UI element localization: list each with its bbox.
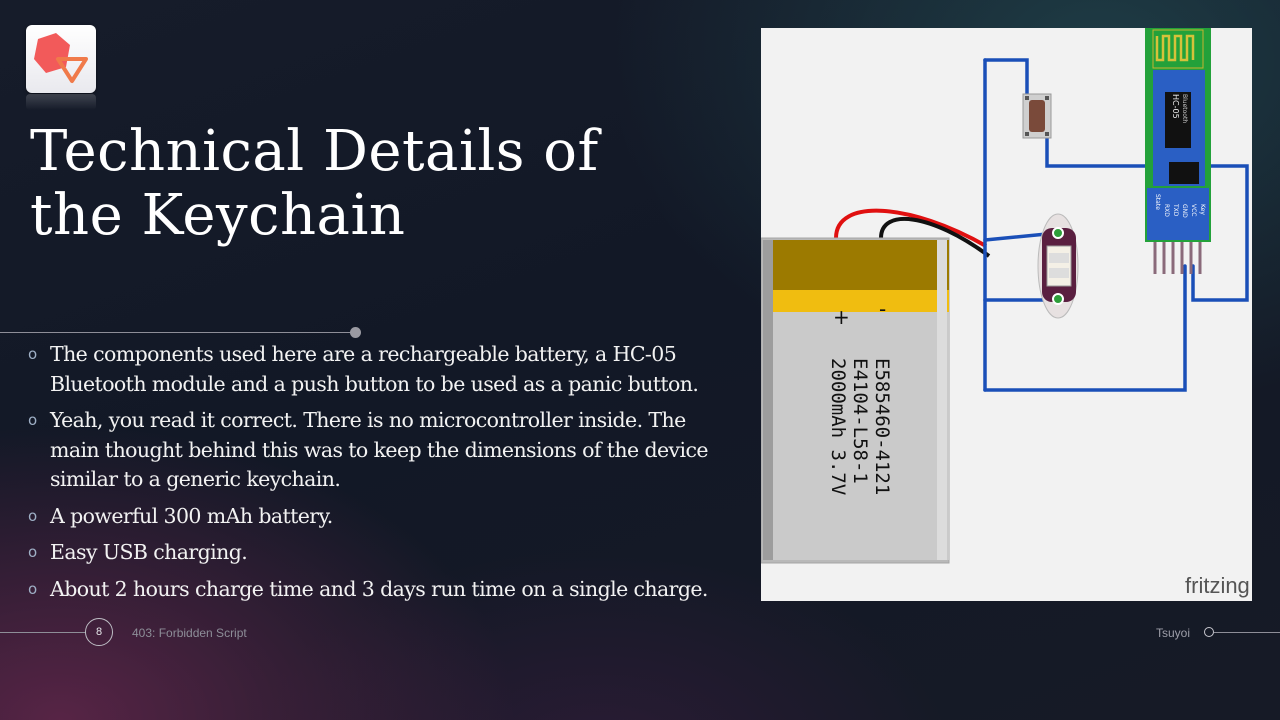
list-item: o Yeah, you read it correct. There is no microcontroller inside. The main thought behind this was to keep the dimensions of the device similar to a generic keychain.	[28, 408, 708, 491]
push-button-icon	[1023, 94, 1051, 138]
bullet-circle-icon: o	[28, 579, 37, 598]
battery-label-line: 2000mAh 3.7V	[827, 358, 849, 496]
logo-mark-icon	[26, 25, 96, 93]
list-item: o The components used here are a rechargeable battery, a HC-05 Bluetooth module and a push button to be used as a panic button.	[28, 342, 699, 396]
hc05-module-icon	[1145, 28, 1211, 274]
battery-plus-label: +	[833, 305, 850, 329]
footer-title: 403: Forbidden Script	[132, 626, 247, 640]
circuit-svg	[761, 28, 1252, 601]
pin-label: TXD	[1172, 204, 1179, 217]
footer-line-right	[1214, 632, 1280, 633]
list-item: o A powerful 300 mAh battery.	[28, 502, 738, 532]
module-sublabel: Bluetooth	[1181, 94, 1188, 124]
usb-charger-icon	[1038, 214, 1078, 318]
footer-author: Tsuyoi	[1156, 626, 1191, 640]
bullet-list	[28, 340, 738, 611]
logo-reflection	[26, 94, 96, 110]
pin-label: Key	[1199, 204, 1206, 215]
circuit-diagram	[761, 28, 1252, 601]
bullet-circle-icon: o	[28, 543, 37, 561]
pin-label: VCC	[1190, 204, 1197, 217]
bullet-circle-icon: o	[28, 506, 37, 525]
battery-label-line: E585460-4121	[871, 358, 893, 496]
pin-label: State	[1154, 194, 1161, 210]
fritzing-watermark: fritzing	[1185, 573, 1250, 598]
logo	[26, 25, 96, 93]
bullet-circle-icon: o	[28, 345, 37, 363]
pin-label: RXD	[1163, 204, 1170, 217]
list-item: o About 2 hours charge time and 3 days run time on a single charge.	[28, 575, 738, 605]
pin-label: GND	[1181, 204, 1188, 218]
footer-circle-icon	[1204, 627, 1214, 637]
footer-line-left	[0, 632, 86, 633]
list-item: o Easy USB charging.	[28, 538, 738, 568]
slide-title: Technical Details of the Keychain	[30, 119, 599, 248]
page-number: 8	[85, 618, 113, 646]
module-label: HC-05	[1171, 94, 1180, 119]
divider-dot	[350, 327, 361, 338]
battery-icon	[761, 238, 949, 563]
bullet-circle-icon: o	[28, 411, 37, 429]
battery-minus-label: -	[879, 297, 887, 321]
title-divider	[0, 332, 355, 333]
battery-label-line: E4104-L58-1	[849, 358, 871, 484]
